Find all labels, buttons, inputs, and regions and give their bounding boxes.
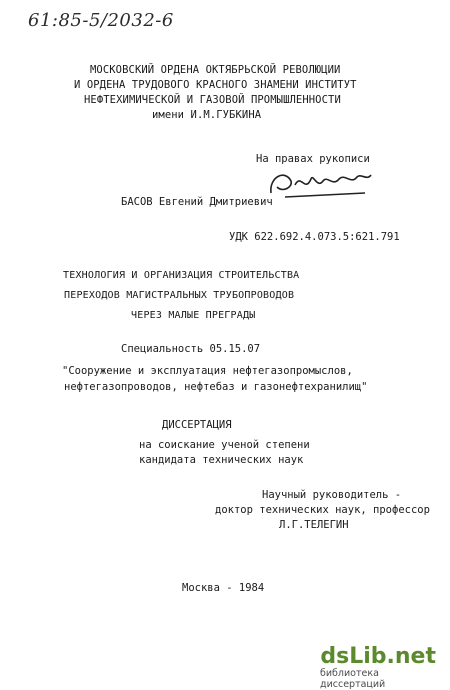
specialty-code: Специальность 05.15.07 bbox=[121, 343, 261, 355]
degree-line-1: на соискание ученой степени bbox=[139, 439, 310, 451]
degree-line-2: кандидата технических наук bbox=[139, 454, 304, 466]
dissertation-title-line-2: ПЕРЕХОДОВ МАГИСТРАЛЬНЫХ ТРУБОПРОВОДОВ bbox=[64, 290, 295, 301]
institution-line-4: имени И.М.ГУБКИНА bbox=[152, 109, 262, 121]
institution-line-2: И ОРДЕНА ТРУДОВОГО КРАСНОГО ЗНАМЕНИ ИНСТИТУТ bbox=[74, 79, 357, 91]
supervisor-name: Л.Г.ТЕЛЕГИН bbox=[279, 519, 349, 531]
city-year: Москва - 1984 bbox=[182, 582, 265, 594]
dslib-watermark bbox=[320, 644, 440, 690]
dslib-subtitle: библиотека диссертаций bbox=[320, 668, 386, 690]
specialty-name-line-1: "Сооружение и эксплуатация нефтегазопромыслов, bbox=[62, 365, 353, 377]
dslib-logo: dsLib.net bbox=[320, 644, 436, 669]
dissertation-label: ДИССЕРТАЦИЯ bbox=[162, 419, 232, 431]
specialty-name-line-2: нефтегазопроводов, нефтебаз и газонефтехранилищ" bbox=[64, 381, 368, 393]
manuscript-rights: На правах рукописи bbox=[256, 153, 370, 165]
supervisor-line-1: Научный руководитель - bbox=[262, 489, 402, 501]
udk-code: УДК 622.692.4.073.5:621.791 bbox=[229, 231, 400, 243]
handwritten-signature bbox=[265, 163, 377, 203]
supervisor-line-2: доктор технических наук, профессор bbox=[215, 504, 430, 516]
institution-line-1: МОСКОВСКИЙ ОРДЕНА ОКТЯБРЬСКОЙ РЕВОЛЮЦИИ bbox=[90, 64, 341, 76]
dissertation-title-line-3: ЧЕРЕЗ МАЛЫЕ ПРЕГРАДЫ bbox=[131, 310, 256, 321]
handwritten-catalog-code: 61:85-5/2032-6 bbox=[28, 10, 174, 31]
institution-line-3: НЕФТЕХИМИЧЕСКОЙ И ГАЗОВОЙ ПРОМЫШЛЕННОСТИ bbox=[84, 94, 341, 106]
dissertation-title-line-1: ТЕХНОЛОГИЯ И ОРГАНИЗАЦИЯ СТРОИТЕЛЬСТВА bbox=[63, 270, 300, 281]
author-name: БАСОВ Евгений Дмитриевич bbox=[121, 196, 273, 208]
